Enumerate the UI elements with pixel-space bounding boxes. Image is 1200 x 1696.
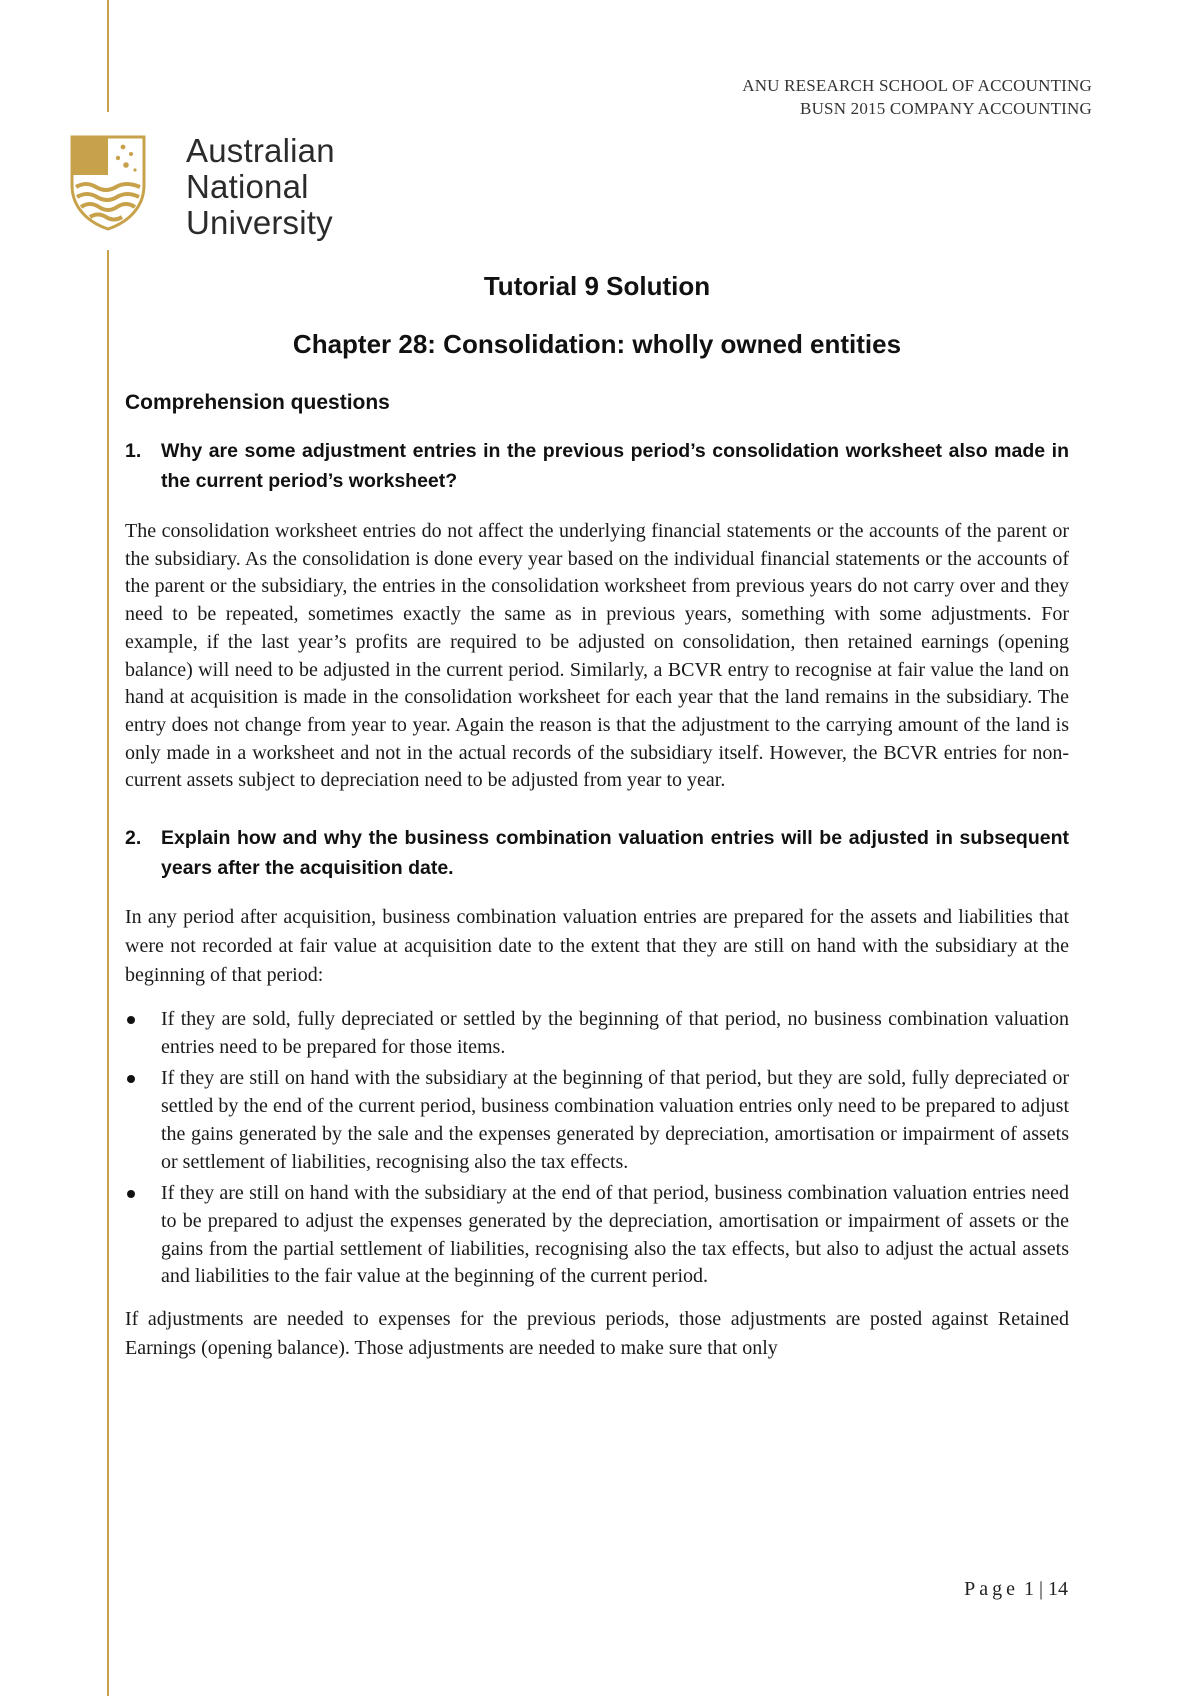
gold-margin-rule: [107, 0, 109, 112]
answer-paragraph: In any period after acquisition, business combination valuation entries are prepared for the assets and liabilities that were not recorded at fair value at acquisition date to the extent that they are still on hand with the subsidiary at the beginning of that period:: [125, 906, 1069, 987]
list-item-text: If they are sold, fully depreciated or settled by the beginning of that period, no business combination valuation entries need to be prepared for those items.: [161, 1008, 1069, 1058]
question-text: Why are some adjustment entries in the previous period’s consolidation worksheet also made in the current period’s worksheet?: [161, 440, 1069, 492]
question-text: Explain how and why the business combination valuation entries will be adjusted in subsequent years after the acquisition date.: [161, 827, 1069, 880]
document-title: Tutorial 9 Solution: [483, 271, 711, 301]
logo-line: National: [186, 168, 309, 205]
header-course: BUSN 2015 COMPANY ACCOUNTING: [800, 99, 1092, 118]
chapter-heading: Chapter 28: Consolidation: wholly owned entities: [292, 329, 902, 359]
question-1: [125, 436, 1069, 496]
answer-paragraph: If adjustments are needed to expenses for the previous periods, those adjustments are posted against Retained Earnings (opening balance). Those adjustments are needed to make sure that only: [125, 1308, 1069, 1360]
page-separator: |: [1038, 1578, 1043, 1600]
list-item: [125, 1180, 1069, 1291]
bullet-icon: [125, 1065, 161, 1176]
anu-logo: [68, 133, 368, 243]
list-item: [125, 1065, 1069, 1176]
logo-wordmark: [186, 133, 335, 241]
page-number: 1: [1023, 1578, 1034, 1600]
bullet-icon: [125, 1006, 161, 1061]
page-total: 14: [1048, 1578, 1068, 1600]
question-number: 2.: [125, 827, 142, 850]
logo-line: University: [186, 204, 333, 241]
list-item-text: If they are still on hand with the subsidiary at the beginning of that period, but they are sold, fully depreciated or settled by the end of the current period, business combination valuation entries only need to be prepared to adjust the gains generated by the sale and the expenses generated by depreciation, amortisation or impairment of assets or settlement of liabilities, recognising also the tax effects.: [161, 1067, 1069, 1173]
running-header: [742, 74, 1092, 120]
page-label: Page: [964, 1578, 1019, 1600]
gold-margin-rule: [107, 250, 109, 1696]
header-school: ANU RESEARCH SCHOOL OF ACCOUNTING: [742, 76, 1092, 95]
list-item-text: If they are still on hand with the subsidiary at the end of that period, business combination valuation entries need to be prepared to adjust the expenses generated by the depreciation, amortisation or impairment of assets or the gains from the partial settlement of liabilities, recognising also the tax effects, but also to adjust the actual assets and liabilities to the fair value at the beginning of the current period.: [161, 1182, 1069, 1288]
page-footer: [964, 1578, 1068, 1601]
document-body: [125, 270, 1069, 1363]
logo-line: Australian: [186, 132, 335, 169]
bullet-icon: [125, 1180, 161, 1291]
question-2: [125, 823, 1069, 883]
answer-paragraph: The consolidation worksheet entries do not affect the underlying financial statements or the accounts of the parent or the subsidiary. As the consolidation is done every year based on the individual financial statements or the accounts of the parent or the subsidiary, the entries in the consolidation worksheet from previous years do not carry over and they need to be repeated, sometimes exactly the same as in previous years, something with some adjustments. For example, if the last year’s profits are required to be adjusted on consolidation, then retained earnings (opening balance) will need to be adjusted in the current period. Similarly, a BCVR entry to recognise at fair value the land on hand at acquisition is made in the consolidation worksheet for each year that the land remains in the subsidiary. The entry does not change from year to year. Again the reason is that the adjustment to the carrying amount of the land is only made in a worksheet and not in the actual records of the subsidiary itself. However, the BCVR entries for non-current assets subject to depreciation need to be adjusted from year to year.: [125, 520, 1069, 792]
bullet-list: [125, 1006, 1069, 1291]
question-number: 1.: [125, 440, 142, 462]
anu-shield-icon: [68, 135, 148, 231]
section-heading: Comprehension questions: [125, 391, 390, 414]
list-item: [125, 1006, 1069, 1061]
